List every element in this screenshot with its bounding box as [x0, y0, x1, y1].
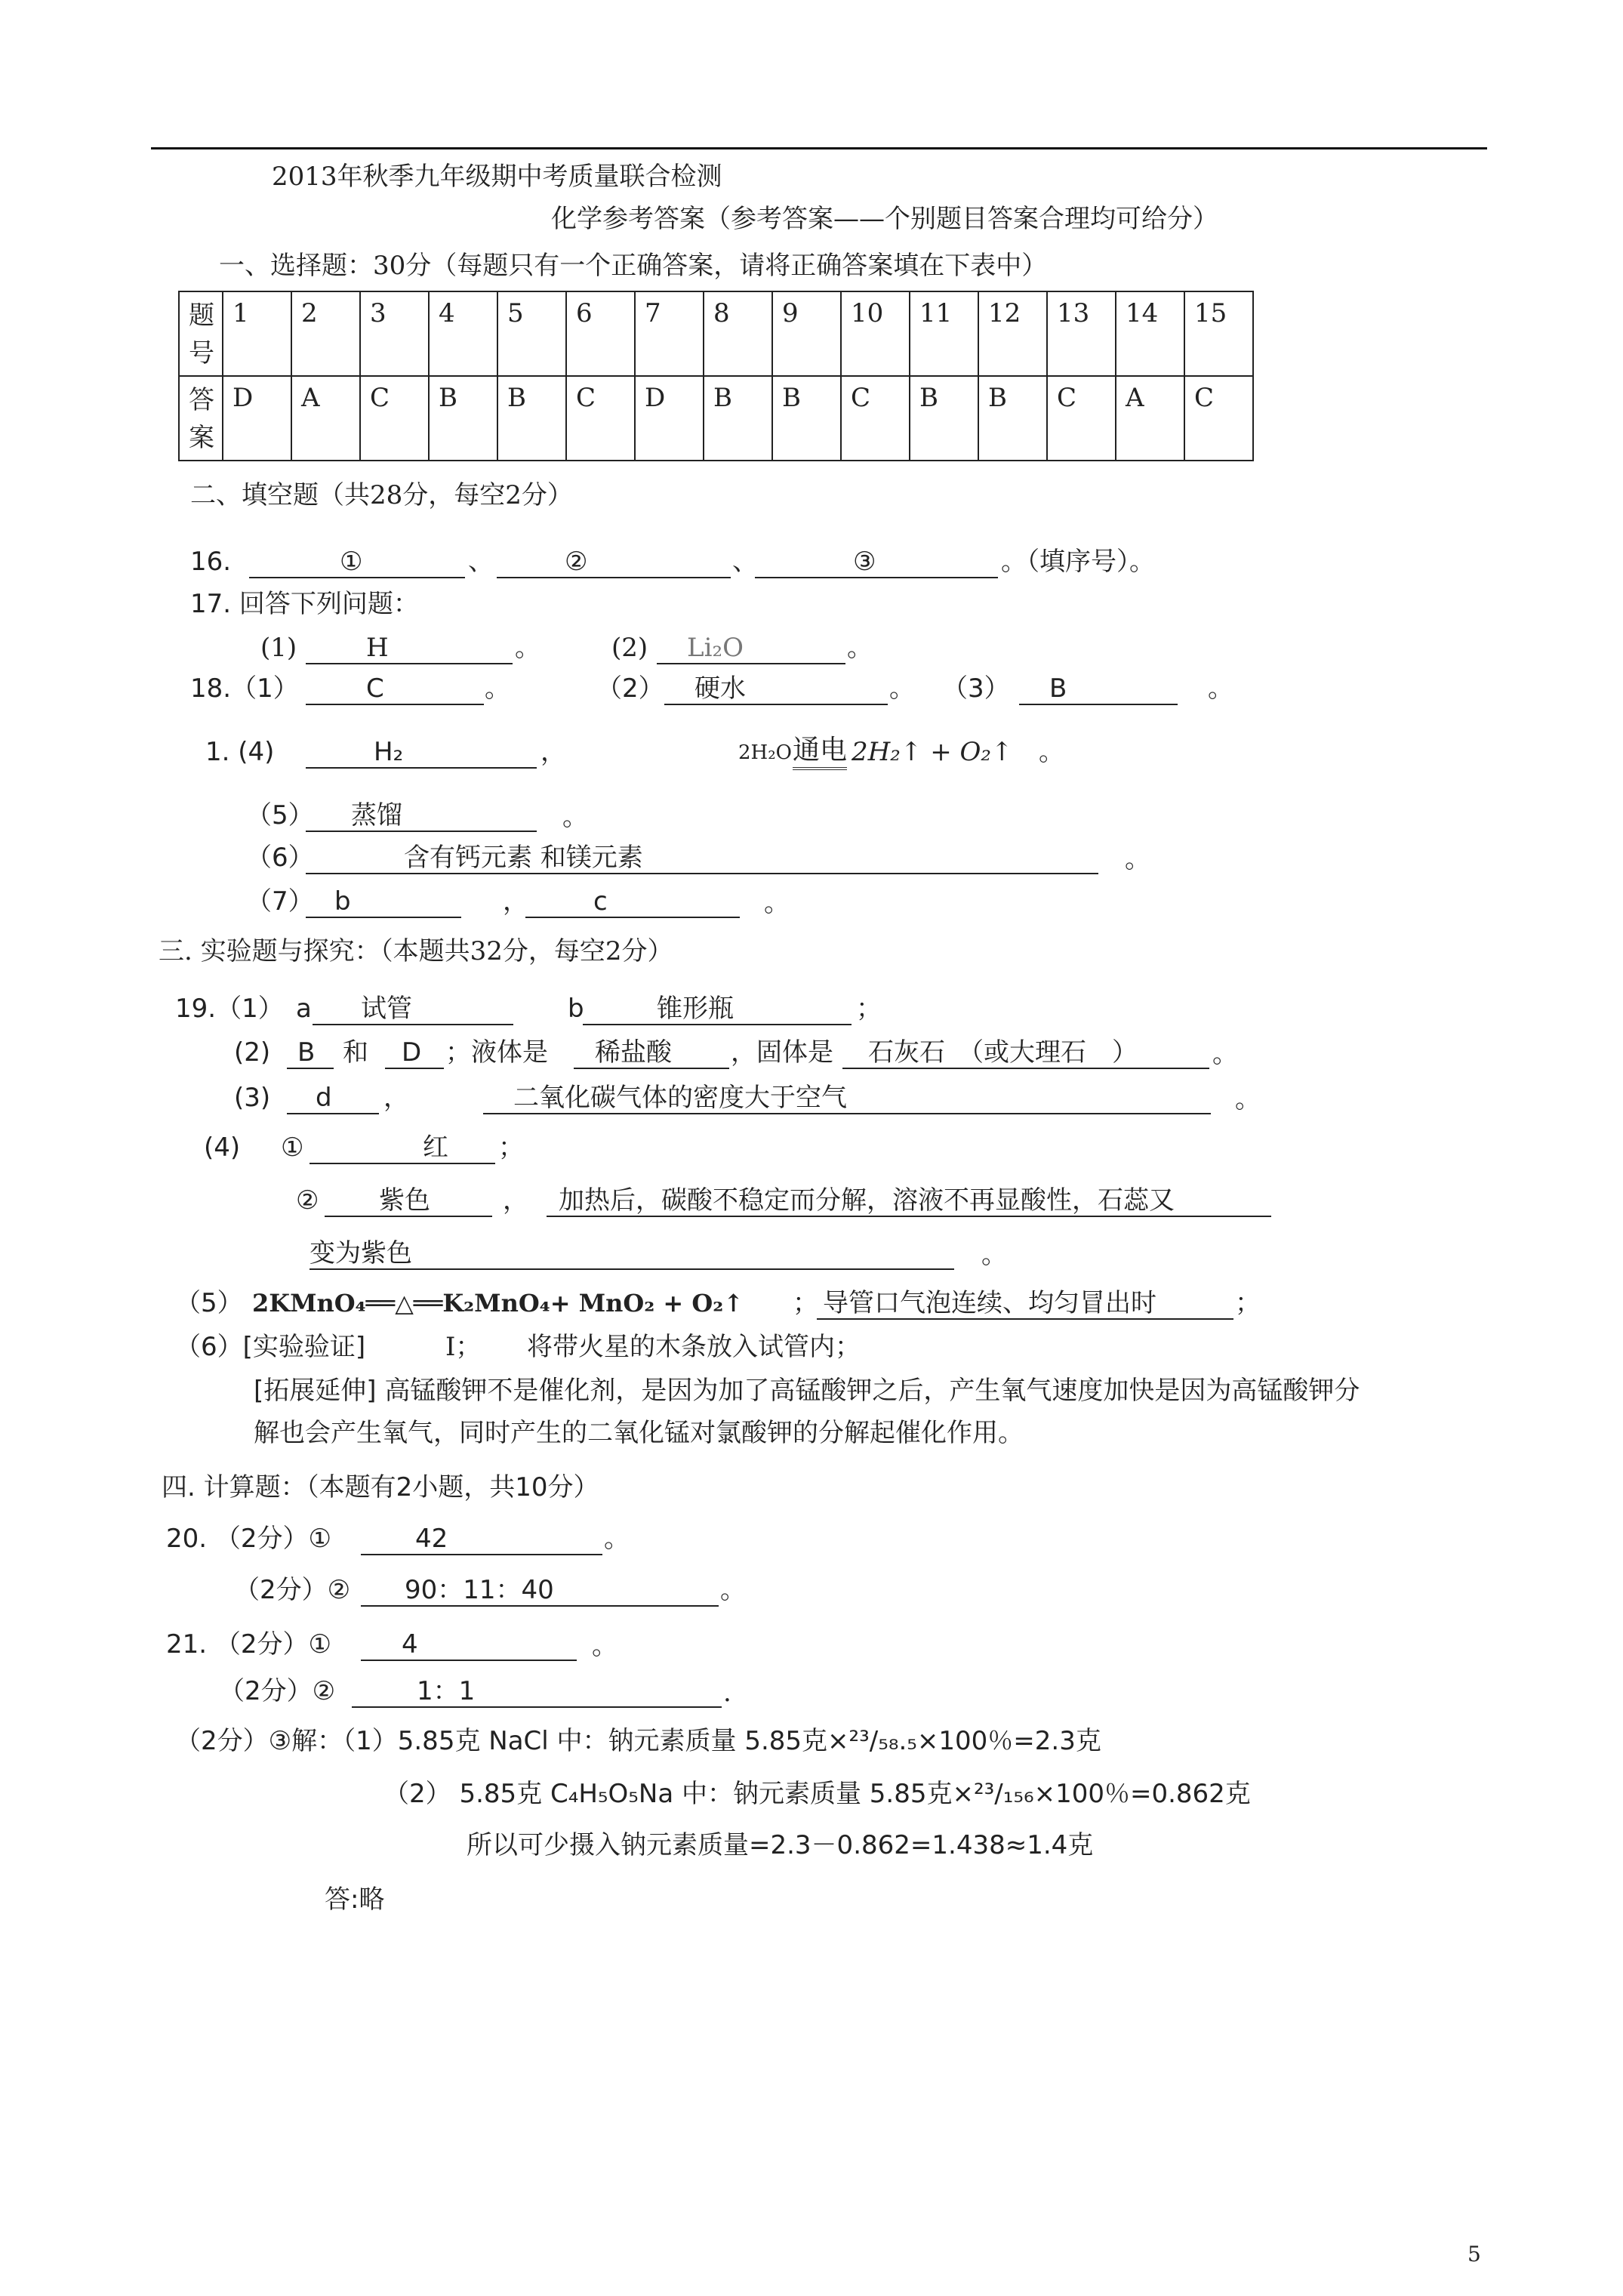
q19-4-answer-1: 红 — [310, 1133, 495, 1164]
q19-5-end: ； — [1235, 1288, 1261, 1318]
row-header-number: 题号 — [179, 291, 223, 376]
table-cell: 13 — [1047, 291, 1116, 376]
q19-4-label: (4) — [204, 1133, 241, 1163]
q19-2-solid: 石灰石 （或大理石 ） — [842, 1037, 1209, 1069]
q16-label: 16. — [190, 547, 232, 577]
q16-separator-2: 、 — [732, 547, 758, 577]
q21-1-answer: 4 — [361, 1629, 577, 1661]
table-cell: B — [978, 376, 1047, 461]
q20-2-answer: 90：11：40 — [361, 1575, 719, 1607]
q18-comma-7: ， — [503, 886, 528, 917]
q19-5-semicolon: ； — [793, 1288, 818, 1318]
q19-6-label: （6）[实验验证] — [175, 1332, 366, 1362]
table-cell: 3 — [360, 291, 429, 376]
q18-end-4: 。 — [1039, 737, 1064, 767]
q19-4-end: 。 — [981, 1240, 1007, 1270]
q19-4-comma: ， — [503, 1185, 528, 1216]
table-cell: 5 — [497, 291, 566, 376]
q19-1-a-label: a — [296, 994, 312, 1024]
q19-2-answer-a: B — [287, 1037, 334, 1069]
table-cell: 4 — [429, 291, 497, 376]
q19-3-reason: 二氧化碳气体的密度大于空气 — [483, 1083, 1211, 1114]
section1-heading: 一、选择题：30分（每题只有一个正确答案，请将正确答案填在下表中） — [219, 251, 1048, 281]
table-cell: B — [772, 376, 841, 461]
q19-4-reason-line1: 加热后，碳酸不稳定而分解，溶液不再显酸性，石蕊又 — [547, 1185, 1271, 1217]
q19-2-liquid-label: ；液体是 — [445, 1037, 548, 1068]
q19-3-answer: d — [287, 1083, 379, 1114]
table-row — [179, 376, 1253, 461]
q18-answer-2: 硬水 — [664, 673, 888, 705]
table-cell: 10 — [841, 291, 910, 376]
q19-3-end: 。 — [1235, 1084, 1261, 1114]
equation-left: 2H₂O — [738, 741, 792, 764]
q19-1-label: 19.（1） — [175, 994, 284, 1024]
equation-condition: 通电 — [793, 734, 847, 770]
table-cell: 9 — [772, 291, 841, 376]
table-cell: B — [704, 376, 772, 461]
top-rule — [151, 147, 1487, 149]
q20-1-label: 20. （2分）① — [166, 1524, 331, 1554]
document-subtitle: 化学参考答案（参考答案——个别题目答案合理均可给分） — [551, 204, 1218, 234]
q20-1-answer: 42 — [361, 1524, 602, 1555]
section3-heading: 三. 实验题与探究：（本题共32分，每空2分） — [159, 936, 673, 966]
q19-1-b-label: b — [568, 994, 584, 1024]
q19-6-extension-line2: 解也会产生氧气，同时产生的二氧化锰对氯酸钾的分解起催化作用。 — [254, 1418, 1024, 1448]
q21-2-end: . — [723, 1678, 731, 1708]
section4-heading: 四. 计算题：（本题有2小题，共10分） — [162, 1472, 599, 1502]
q19-3-label: (3) — [234, 1083, 271, 1113]
q18-answer-6: 含有钙元素 和镁元素 — [306, 843, 1098, 874]
q19-2-and: 和 — [343, 1037, 368, 1068]
q19-6-answer-1: Ⅰ； — [445, 1332, 482, 1362]
table-cell: 11 — [910, 291, 978, 376]
q18-part4-label: 1. (4) — [205, 737, 275, 767]
q17-answer-2: Li₂O — [657, 633, 845, 664]
q18-label: 18.（1） — [190, 673, 299, 704]
q18-end-5: 。 — [562, 802, 588, 832]
q19-2-end: 。 — [1212, 1039, 1238, 1069]
q19-3-comma: ， — [383, 1083, 409, 1113]
q17-part2-label: (2) — [611, 633, 648, 663]
table-cell: C — [566, 376, 635, 461]
q18-end-6: 。 — [1125, 844, 1150, 874]
q19-4-reason-line2: 变为紫色 — [310, 1238, 954, 1270]
q19-2-answer-b: D — [385, 1037, 444, 1069]
q19-4-circle2: ② — [296, 1185, 319, 1216]
q21-3-line1: （2分）③解：（1）5.85克 NaCl 中：钠元素质量 5.85克×²³/₅₈.₅×100％=2.3克 — [175, 1726, 1101, 1756]
q16-answer-1: ① — [249, 547, 465, 578]
q21-2-label: （2分）② — [219, 1676, 336, 1706]
q18-part6-label: （6） — [246, 843, 314, 873]
q21-3-line2: （2） 5.85克 C₄H₅O₅Na 中：钠元素质量 5.85克×²³/₁₅₆×100％=0.862克 — [383, 1779, 1251, 1809]
q19-6-extension-line1: [拓展延伸] 高锰酸钾不是催化剂，是因为加了高锰酸钾之后，产生氧气速度加快是因为高锰酸钾分 — [254, 1376, 1360, 1406]
section2-heading: 二、填空题（共28分，每空2分） — [190, 480, 573, 510]
table-cell: B — [497, 376, 566, 461]
q17-label: 17. 回答下列问题： — [190, 589, 419, 619]
table-cell: 1 — [223, 291, 291, 376]
q21-3-line3: 所以可少摄入钠元素质量=2.3－0.862=1.438≈1.4克 — [467, 1830, 1094, 1860]
q20-1-end: 。 — [604, 1524, 630, 1554]
q19-5-equation: 2KMnO₄══△══K₂MnO₄+ MnO₂ + O₂↑ — [252, 1289, 744, 1318]
q18-answer-5: 蒸馏 — [306, 800, 537, 832]
row-header-answer: 答案 — [179, 376, 223, 461]
answer-table — [178, 291, 1254, 461]
q18-part2-label: （2） — [596, 673, 664, 704]
q19-2-solid-label: ，固体是 — [731, 1037, 833, 1068]
q18-answer-4: H₂ — [306, 737, 537, 769]
table-cell: C — [1184, 376, 1253, 461]
q18-end-3: 。 — [1208, 673, 1233, 704]
q16-tail: 。（填序号）。 — [1001, 547, 1155, 577]
q16-separator-1: 、 — [468, 547, 494, 577]
table-cell: B — [429, 376, 497, 461]
q18-answer-1: C — [306, 673, 484, 705]
q21-3-answer: 答:略 — [325, 1885, 385, 1915]
table-cell: D — [635, 376, 704, 461]
document-title: 2013年秋季九年级期中考质量联合检测 — [272, 162, 722, 192]
q18-answer-7a: b — [306, 886, 461, 918]
q19-4-semicolon: ； — [498, 1133, 524, 1163]
q19-5-answer: 导管口气泡连续、均匀冒出时 — [817, 1288, 1233, 1320]
q18-part5-label: （5） — [246, 800, 314, 831]
q19-1-end: ； — [856, 994, 882, 1024]
table-cell: 12 — [978, 291, 1047, 376]
q20-2-label: （2分）② — [234, 1575, 351, 1605]
table-cell: 2 — [291, 291, 360, 376]
q18-end-2: 。 — [889, 673, 915, 704]
table-cell: 14 — [1116, 291, 1184, 376]
q21-1-label: 21. （2分）① — [166, 1629, 331, 1660]
table-cell: C — [1047, 376, 1116, 461]
page-number: 5 — [1467, 2242, 1481, 2267]
q18-end-7: 。 — [764, 888, 790, 918]
q18-answer-3: B — [1019, 673, 1178, 705]
q19-1-answer-a: 试管 — [313, 994, 513, 1025]
table-cell: 7 — [635, 291, 704, 376]
q18-comma-4: ， — [540, 737, 566, 767]
table-cell: C — [360, 376, 429, 461]
table-cell: 8 — [704, 291, 772, 376]
q19-2-liquid: 稀盐酸 — [574, 1037, 729, 1069]
q17-part1-label: (1) — [260, 633, 297, 663]
q18-part3-label: （3） — [942, 673, 1010, 704]
q19-4-circle1: ① — [281, 1133, 304, 1163]
table-cell: C — [841, 376, 910, 461]
q19-6-answer-2: 将带火星的木条放入试管内； — [527, 1332, 861, 1362]
table-cell: B — [910, 376, 978, 461]
q19-4-answer-2: 紫色 — [325, 1185, 492, 1217]
q21-1-end: 。 — [592, 1631, 617, 1661]
q17-end-2: 。 — [847, 633, 873, 663]
q18-part7-label: （7） — [246, 886, 314, 917]
table-row — [179, 291, 1253, 376]
q19-1-answer-b: 锥形瓶 — [583, 994, 852, 1025]
table-cell: 15 — [1184, 291, 1253, 376]
table-cell: D — [223, 376, 291, 461]
q21-2-answer: 1：1 — [352, 1676, 722, 1708]
q19-2-label: (2) — [234, 1037, 271, 1068]
equation-right: 2H₂↑ + O₂↑ — [852, 737, 1013, 767]
table-cell: A — [291, 376, 360, 461]
q17-answer-1: H — [306, 633, 513, 664]
table-cell: A — [1116, 376, 1184, 461]
q18-end-1: 。 — [485, 673, 510, 704]
q18-answer-7b: c — [525, 886, 740, 918]
q16-answer-2: ② — [497, 547, 731, 578]
q19-5-label: （5） — [175, 1288, 243, 1318]
q17-end-1: 。 — [515, 633, 540, 663]
table-cell: 6 — [566, 291, 635, 376]
q16-answer-3: ③ — [755, 547, 998, 578]
q20-2-end: 。 — [720, 1575, 746, 1605]
